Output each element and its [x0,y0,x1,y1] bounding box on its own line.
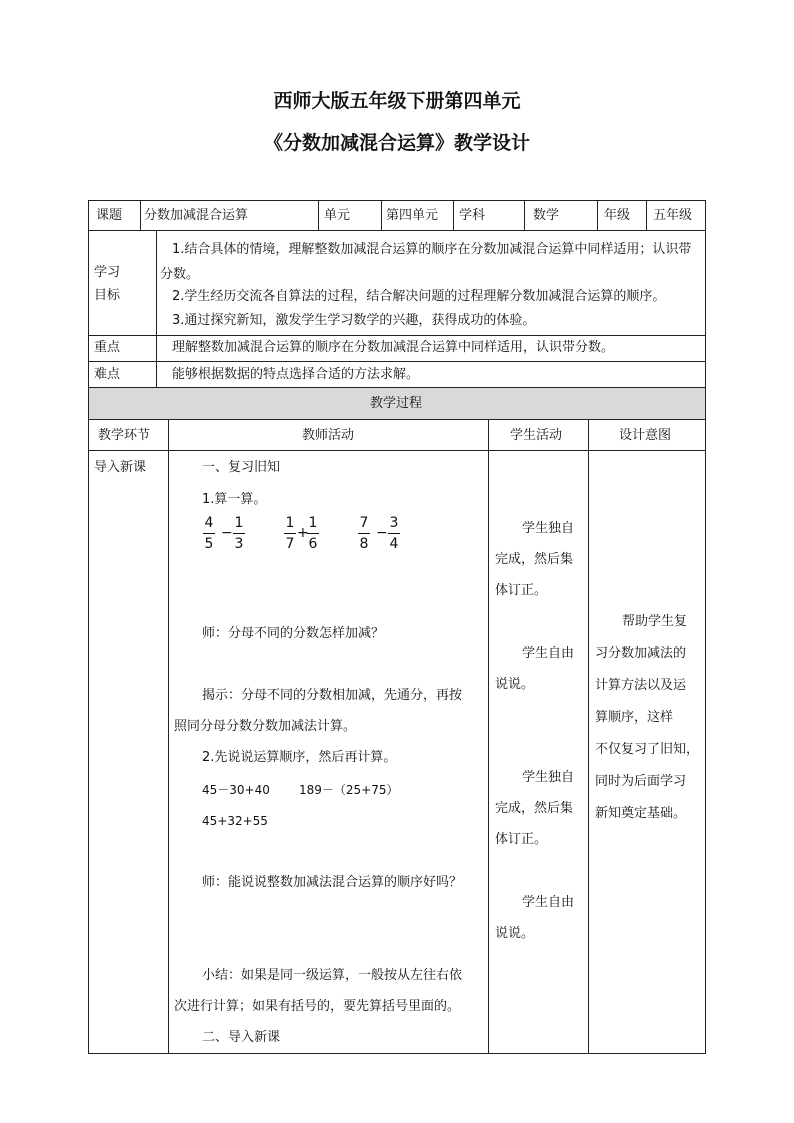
difficulty-label: 难点 [94,367,121,382]
student-activity-3-line2: 完成，然后集 [495,801,574,816]
student-activity-4-line2: 说说。 [495,926,535,941]
teacher-question-1: 师：分母不同的分数怎样加减？ [202,626,385,641]
goal-item-2: 2.学生经历交流各自算法的过程，结合解决问题的过程理解分数加减混合运算的顺序。 [172,289,666,304]
intent-line-2: 习分数加减法的 [595,646,687,661]
intent-line-4: 算顺序，这样 [595,710,674,725]
goals-label-line1: 学习 [94,265,121,280]
subject-value: 数学 [533,208,560,223]
goals-label-line2: 目标 [94,288,121,303]
student-activity-3-line3: 体订正。 [495,832,548,847]
process-header: 教学过程 [370,396,423,411]
operator-3: − [376,525,388,541]
teacher-item-2: 2.先说说运算顺序，然后再计算。 [202,750,397,765]
intent-line-5: 不仅复习了旧知， [595,742,700,757]
stage-name: 导入新课 [94,460,147,475]
key-point-text: 理解整数加减混合运算的顺序在分数加减混合运算中同样适用，认识带分数。 [172,340,615,355]
fraction-2b-denominator: 6 [308,536,318,552]
column-teacher: 教师活动 [302,428,355,443]
teacher-item-1: 1.算一算。 [202,492,267,507]
unit-label: 单元 [324,208,351,223]
fraction-2a-denominator: 7 [285,536,295,552]
course-label: 课题 [96,208,123,223]
student-activity-3-line1: 学生独自 [522,770,575,785]
grade-label: 年级 [604,208,631,223]
key-point-label: 重点 [94,340,121,355]
column-intent: 设计意图 [619,428,672,443]
operator-2: + [297,525,309,541]
teacher-section-2: 二、导入新课 [202,1030,281,1045]
fraction-1b-denominator: 3 [234,536,244,552]
teacher-reveal-line1: 揭示：分母不同的分数相加减，先通分，再按 [202,688,463,703]
intent-line-6: 同时为后面学习 [595,774,687,789]
fraction-1a [203,514,215,553]
teacher-reveal-line2: 照同分母分数分数加减法计算。 [174,719,357,734]
difficulty-text: 能够根据数据的特点选择合适的方法求解。 [172,367,420,382]
unit-value: 第四单元 [386,208,439,223]
student-activity-2-line1: 学生自由 [522,646,575,661]
grade-value: 五年级 [653,208,693,223]
goal-item-1: 1.结合具体的情境，理解整数加减混合运算的顺序在分数加减混合运算中同样适用；认识带分数。 [160,242,692,282]
goal-item-3: 3.通过探究新知，激发学生学习数学的兴趣，获得成功的体验。 [172,313,536,328]
fraction-2b-numerator: 1 [308,515,318,531]
operator-1: − [221,525,233,541]
fraction-3b-numerator: 3 [389,515,399,531]
teacher-question-2: 师：能说说整数加减法混合运算的顺序好吗？ [202,875,463,890]
column-student: 学生活动 [510,428,563,443]
fraction-1a-numerator: 4 [204,515,214,531]
fraction-2b [307,514,319,553]
fraction-3b-denominator: 4 [389,536,399,552]
fraction-3a-denominator: 8 [359,536,369,552]
document-title-line2: 《分数加减混合运算》教学设计 [263,132,530,154]
teacher-expression-2: 189－（25+75） [299,783,399,797]
subject-label: 学科 [459,208,486,223]
document-title-line1: 西师大版五年级下册第四单元 [273,90,521,112]
intent-line-7: 新知奠定基础。 [595,806,687,821]
fraction-2a [284,514,296,553]
teacher-summary-line2: 次进行计算；如果有括号的，要先算括号里面的。 [174,999,461,1014]
student-activity-1-line3: 体订正。 [495,583,548,598]
fraction-3a [358,514,370,553]
teacher-summary-line1: 小结：如果是同一级运算，一般按从左往右依 [202,968,463,983]
student-activity-4-line1: 学生自由 [522,895,575,910]
teacher-expression-1: 45－30+40 [202,783,270,797]
fraction-3b [388,514,400,553]
fraction-3a-numerator: 7 [359,515,369,531]
course-value: 分数加减混合运算 [144,208,249,223]
fraction-1b [233,514,245,553]
fraction-1a-denominator: 5 [204,536,214,552]
intent-line-1: 帮助学生复 [622,614,688,629]
intent-line-3: 计算方法以及运 [595,678,687,693]
student-activity-1-line1: 学生独自 [522,521,575,536]
fraction-2a-numerator: 1 [285,515,295,531]
fraction-1b-numerator: 1 [234,515,244,531]
teacher-expression-3: 45+32+55 [202,814,268,828]
column-stage: 教学环节 [98,428,151,443]
student-activity-1-line2: 完成，然后集 [495,552,574,567]
student-activity-2-line2: 说说。 [495,677,535,692]
teacher-section-1: 一、复习旧知 [202,460,281,475]
